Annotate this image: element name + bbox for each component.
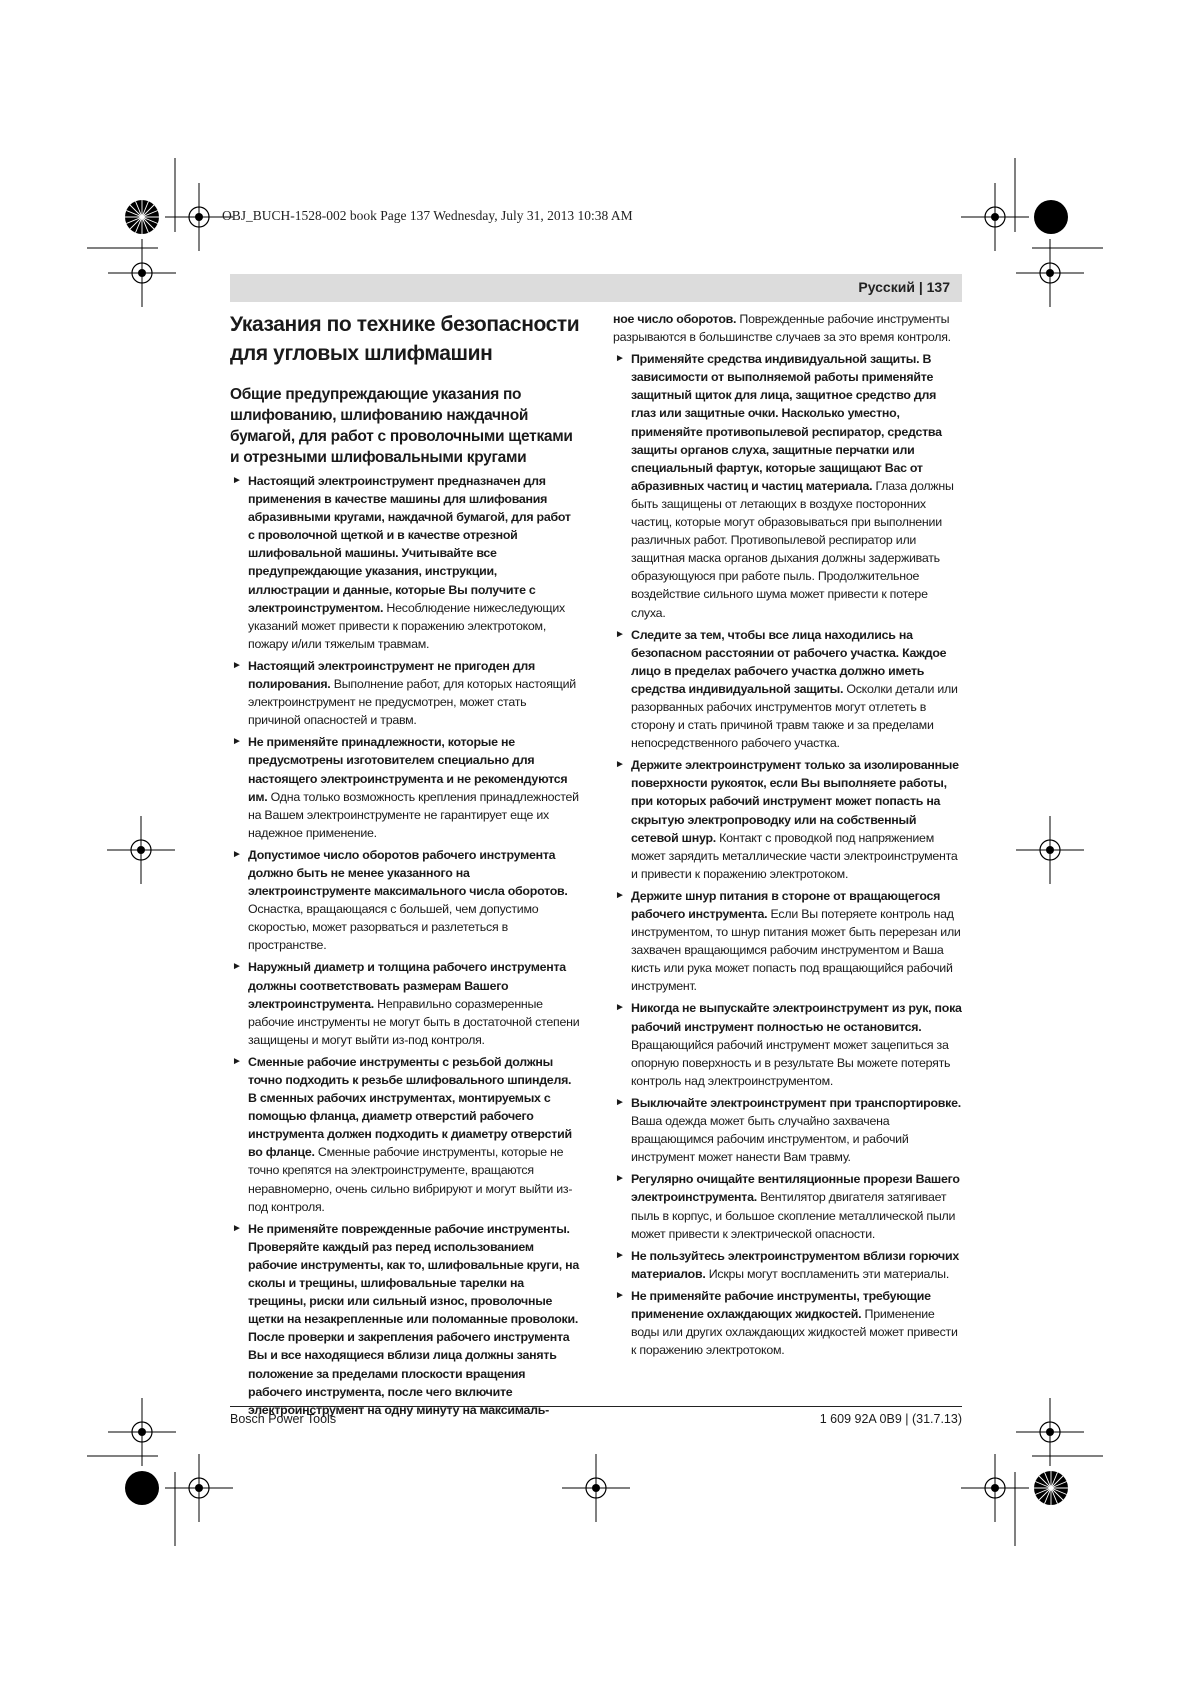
item-text: Сменные рабочие инструменты, которые не точно крепятся на электроинструменте, вращаются неравномерно, очень сильно вибрируют и могут выйти из-под контроля. — [248, 1145, 573, 1214]
print-info-line: OBJ_BUCH-1528-002 book Page 137 Wednesday, July 31, 2013 10:38 AM — [222, 208, 633, 223]
triangle-bullet-icon: ► — [615, 759, 625, 771]
list-item — [613, 1247, 963, 1283]
list-item — [613, 999, 963, 1089]
list-item — [230, 846, 580, 955]
item-text: Выполнение работ, для которых настоящий электроинструмент не предусмотрен, может стать причиной опасностей и травм. — [248, 677, 576, 728]
list-item — [230, 657, 580, 729]
list-item — [613, 1170, 963, 1242]
triangle-bullet-icon: ► — [615, 353, 625, 365]
item-bold-text: Следите за тем, чтобы все лица находились на безопасном расстоянии от рабочего участка. Каждое лицо в пределах рабочего участка должно иметь средства индивидуальной защиты. — [631, 627, 947, 696]
item-text: Неправильно соразмеренные рабочие инструменты не могут быть в достаточной степени защищены и могут выйти из-под контроля. — [248, 996, 580, 1047]
item-text: Искры могут воспламенить эти материалы. — [705, 1266, 950, 1281]
item-text: Если Вы потеряете контроль над инструментом, то шнур питания может быть перерезан или захвачен вращающимся рабочим инструментом и Ваша кисть или рука может попасть под вращающийся рабочий инструмент. — [631, 907, 961, 994]
triangle-bullet-icon: ► — [232, 659, 242, 671]
item-text: Ваша одежда может быть случайно захвачена вращающимся рабочим инструментом, и рабочий инструмент может нанести Вам травму. — [631, 1114, 909, 1165]
item-text: Оснастка, вращающаяся с большей, чем допустимо скоростью, может разорваться и разлететься в пространстве. — [248, 902, 539, 953]
list-item — [613, 887, 963, 996]
triangle-bullet-icon: ► — [232, 475, 242, 486]
item-bold-text: ное число оборотов. — [613, 312, 737, 326]
item-bold-text: Настоящий электроинструмент предназначен для применения в качестве машины для шлифования абразивными кругами, наждачной бумагой, для работ с проволочной щеткой и в качестве отрезной шлифовальной машины. Учитывайте все предупреждающие указания, инструкции, иллюстрации и данные, которые Вы получите с электроинструментом. — [248, 474, 571, 615]
item-bold-text: Наружный диаметр и толщина рабочего инструмента должны соответствовать размерам Вашего электроинструмента. — [248, 960, 566, 1011]
triangle-bullet-icon: ► — [615, 1173, 625, 1185]
item-bold-text: Не применяйте принадлежности, которые не предусмотрены изготовителем специально для настоящего электроинструмента и не рекомендуются им. — [248, 735, 568, 804]
triangle-bullet-icon: ► — [615, 1002, 625, 1014]
list-item — [230, 1220, 580, 1419]
page-header: Русский | 137 — [858, 279, 950, 295]
triangle-bullet-icon: ► — [615, 628, 625, 640]
triangle-bullet-icon: ► — [232, 848, 242, 860]
item-bold-text: Выключайте электроинструмент при транспортировке. — [631, 1095, 961, 1110]
list-item — [230, 1053, 580, 1216]
item-text: Одна только возможность крепления принадлежностей на Вашем электроинструменте не гарантирует еще их надежное применение. — [248, 789, 579, 840]
item-bold-text: Никогда не выпускайте электроинструмент из рук, пока рабочий инструмент полностью не остановится. — [631, 1001, 962, 1034]
item-bold-text: Регулярно очищайте вентиляционные прорези Вашего электроинструмента. — [631, 1172, 960, 1205]
footer-doc-number: 1 609 92A 0B9 | (31.7.13) — [819, 1412, 962, 1426]
list-item — [613, 1094, 963, 1166]
triangle-bullet-icon: ► — [615, 1249, 625, 1261]
triangle-bullet-icon: ► — [615, 1096, 625, 1108]
triangle-bullet-icon: ► — [232, 736, 242, 748]
item-text: Применение воды или других охлаждающих жидкостей может привести к поражению электротоком. — [631, 1306, 958, 1358]
item-text: Контакт с проводкой под напряжением может зарядить металлические части электроинструмента и привести к поражению электротоком. — [631, 830, 958, 881]
item-text: Вращающийся рабочий инструмент может зацепиться за опорную поверхность и в результате Вы можете потерять контроль над электроинструментом. — [631, 1037, 951, 1088]
section-subtitle: Общие предупреждающие указания по шлифованию, шлифованию наждачной бумагой, для работ с проволочными щетками и отрезными шлифовальными кругами — [230, 386, 573, 466]
triangle-bullet-icon: ► — [615, 1289, 625, 1301]
continued-item — [613, 310, 963, 346]
list-item — [613, 350, 963, 621]
section-title: Указания по технике безопасности для угловых шлифмашин — [230, 313, 580, 365]
header-language: Русский — [858, 279, 915, 295]
page-number: 137 — [926, 279, 950, 295]
item-bold-text: Сменные рабочие инструменты с резьбой должны точно подходить к резьбе шлифовального шпинделя. В сменных рабочих инструментах, монтируемых с помощью фланца, диаметр отверстий рабочего инструмента должен подходить к диаметру отверстий во фланце. — [248, 1054, 572, 1160]
list-item — [613, 756, 963, 883]
item-bold-text: Применяйте средства индивидуальной защиты. В зависимости от выполняемой работы применяйте защитный щиток для лица, защитное средство для глаз или защитные очки. Насколько уместно, применяйте противопылевой респиратор, средства защиты органов слуха, защитные перчатки или специальный фартук, которые защищают Вас от абразивных частиц и частиц материала. — [631, 352, 942, 493]
footer-brand: Bosch Power Tools — [230, 1412, 337, 1426]
item-bold-text: Настоящий электроинструмент не пригоден для полирования. — [248, 658, 535, 692]
item-bold-text: Держите шнур питания в стороне от вращающегося рабочего инструмента. — [631, 888, 941, 921]
list-item — [230, 733, 580, 842]
triangle-bullet-icon: ► — [232, 961, 242, 973]
item-text: Несоблюдение нижеследующих указаний может привести к поражению электротоком, пожару и/или тяжелым травмам. — [248, 600, 565, 651]
list-item — [613, 626, 963, 753]
list-item — [230, 958, 580, 1048]
page-header-bar — [230, 274, 962, 302]
triangle-bullet-icon: ► — [615, 889, 625, 901]
item-text: Глаза должны быть защищены от летающих в воздухе посторонних частиц, которые могут образовываться при выполнении различных работ. Противопылевой респиратор или защитная маска органов дыхания должны задерживать образующуюся при работе пыль. Продолжительное воздействие сильного шума может привести к потере слуха. — [631, 478, 954, 620]
item-bold-text: Не применяйте рабочие инструменты, требующие применение охлаждающих жидкостей. — [631, 1288, 931, 1321]
item-bold-text: Не пользуйтесь электроинструментом вблизи горючих материалов. — [631, 1248, 960, 1281]
footer-rule — [230, 1406, 962, 1407]
right-column — [613, 310, 963, 1363]
item-text: Поврежденные рабочие инструменты разрываются в большинстве случаев за это время контроля. — [613, 312, 951, 345]
triangle-bullet-icon: ► — [232, 1222, 242, 1234]
item-bold-text: Не применяйте поврежденные рабочие инструменты. Проверяйте каждый раз перед использованием рабочие инструменты, как то, шлифовальные круги, на сколы и трещины, шлифовальные тарелки на трещины, риски или сильный износ, проволочные щетки на незакрепленные или поломанные проволоки. После проверки и закрепления рабочего инструмента Вы и все находящиеся вблизи лица должны занять положение за пределами плоскости вращения рабочего инструмента, после чего включите электроинструмент на одну минуту на максималь- — [248, 1221, 579, 1417]
item-text: Вентилятор двигателя затягивает пыль в корпус, и большое скопление металлической пыли может привести к электрической опасности. — [631, 1190, 956, 1241]
list-item — [613, 1287, 963, 1359]
left-column — [230, 310, 580, 1423]
item-bold-text: Держите электроинструмент только за изолированные поверхности рукояток, если Вы выполняете работы, при которых рабочий инструмент может попасть на скрытую электропроводку или на собственный сетевой шнур. — [631, 758, 959, 845]
item-bold-text: Допустимое число оборотов рабочего инструмента должно быть не менее указанного на электроинструменте максимального числа оборотов. — [248, 847, 568, 899]
list-item — [230, 472, 580, 653]
triangle-bullet-icon: ► — [232, 1055, 242, 1067]
item-text: Осколки детали или разорванных рабочих инструментов могут отлететь в сторону и стать причиной травм также и за пределами непосредственного рабочего участка. — [631, 681, 958, 751]
